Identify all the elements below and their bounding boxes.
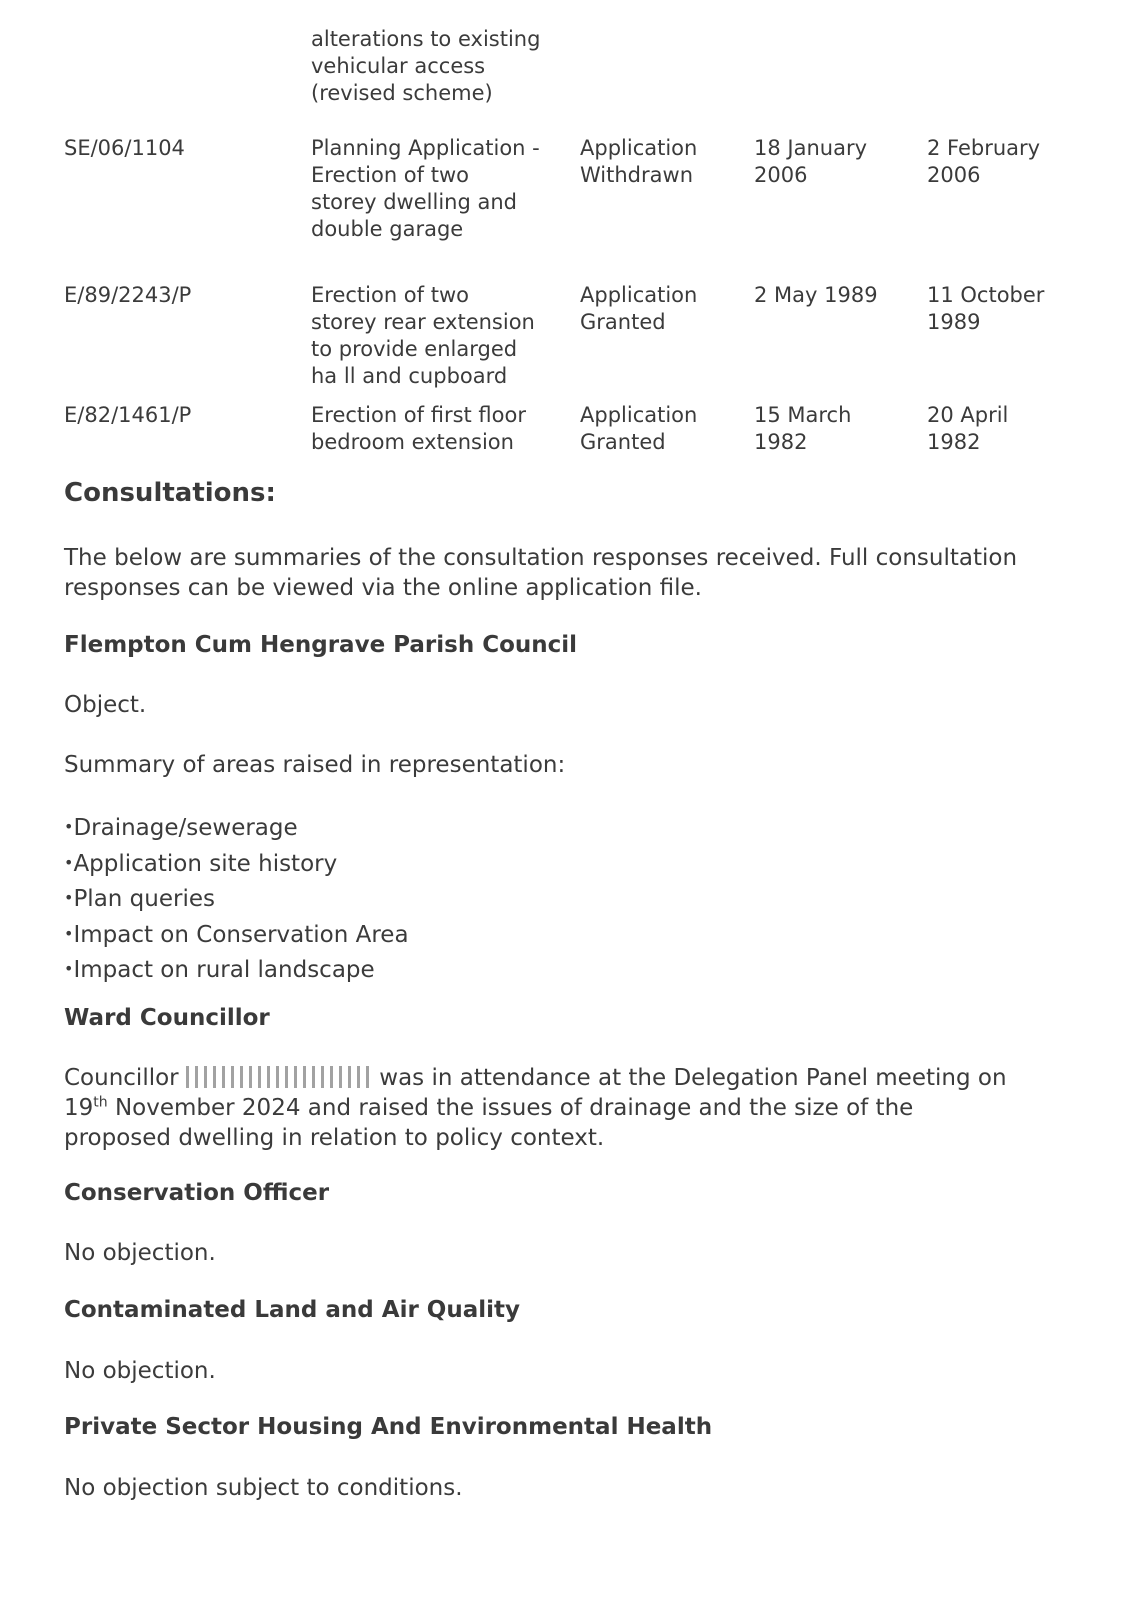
bullet-glyph: • (64, 852, 74, 872)
ward-day: 19 (64, 1095, 94, 1121)
ward-day-suffix: th (93, 1094, 108, 1111)
history-received: 18 January 2006 (754, 136, 868, 187)
redacted-name (186, 1066, 372, 1088)
history-proposal: Erection of two storey rear extension to provide enlarged ha ll and cupboard (311, 283, 535, 388)
list-item-text: Impact on Conservation Area (73, 921, 409, 948)
parish-council-response: Object. (64, 692, 147, 718)
bullet-glyph: • (64, 817, 74, 836)
bullet-glyph: • (64, 923, 74, 943)
list-item (64, 881, 409, 917)
history-reference: SE/06/1104 (64, 136, 185, 160)
history-reference: E/89/2243/P (64, 283, 192, 307)
history-received: 2 May 1989 (754, 283, 878, 307)
history-proposal: Planning Application - Erection of two storey dwelling and double garage (311, 136, 540, 241)
ward-line-2-rest: November 2024 and raised the issues of drainage and the size of the (107, 1095, 914, 1121)
history-status: Application Granted (580, 403, 698, 454)
list-item (64, 846, 409, 882)
history-decision: 20 April 1982 (927, 403, 1009, 454)
ward-text-after: was in attendance at the Delegation Panel meeting on (379, 1065, 1007, 1091)
ward-line-1 (64, 1063, 1074, 1093)
list-item (64, 952, 409, 988)
ward-councillor-heading: Ward Councillor (64, 1005, 270, 1031)
bullet-glyph: • (64, 888, 74, 907)
list-item-text: Impact on rural landscape (73, 957, 375, 983)
list-item-text: Plan queries (73, 886, 215, 912)
history-reference: E/82/1461/P (64, 403, 192, 427)
ward-councillor-text (64, 1063, 1074, 1153)
private-housing-heading: Private Sector Housing And Environmental Health (64, 1414, 713, 1440)
history-decision: 2 February 2006 (927, 136, 1041, 187)
parish-points-list (64, 810, 409, 988)
parish-council-heading: Flempton Cum Hengrave Parish Council (64, 632, 578, 658)
private-housing-response: No objection subject to conditions. (64, 1475, 463, 1501)
consultations-intro: The below are summaries of the consultation responses received. Full consultation responses can be viewed via the online application file. (64, 545, 1018, 601)
history-proposal: alterations to existing vehicular access (revised scheme) (311, 27, 541, 105)
ward-text-before: Councillor (64, 1065, 179, 1091)
list-item-text: Drainage/sewerage (73, 815, 298, 841)
history-status: Application Withdrawn (580, 136, 698, 187)
list-item-text: Application site history (73, 850, 338, 877)
contaminated-land-response: No objection. (64, 1358, 216, 1384)
history-proposal: Erection of first floor bedroom extension (311, 403, 526, 454)
conservation-officer-response: No objection. (64, 1240, 216, 1266)
ward-line-2 (64, 1093, 1074, 1123)
history-status: Application Granted (580, 283, 698, 334)
consultations-title: Consultations: (64, 478, 276, 508)
list-item (64, 810, 409, 846)
ward-line-3: proposed dwelling in relation to policy context. (64, 1125, 605, 1151)
conservation-officer-heading: Conservation Officer (64, 1180, 330, 1206)
history-received: 15 March 1982 (754, 403, 852, 454)
bullet-glyph: • (64, 959, 74, 978)
list-item (64, 917, 409, 953)
contaminated-land-heading: Contaminated Land and Air Quality (64, 1297, 521, 1323)
history-decision: 11 October 1989 (927, 283, 1045, 334)
parish-summary-label: Summary of areas raised in representation: (64, 752, 566, 778)
